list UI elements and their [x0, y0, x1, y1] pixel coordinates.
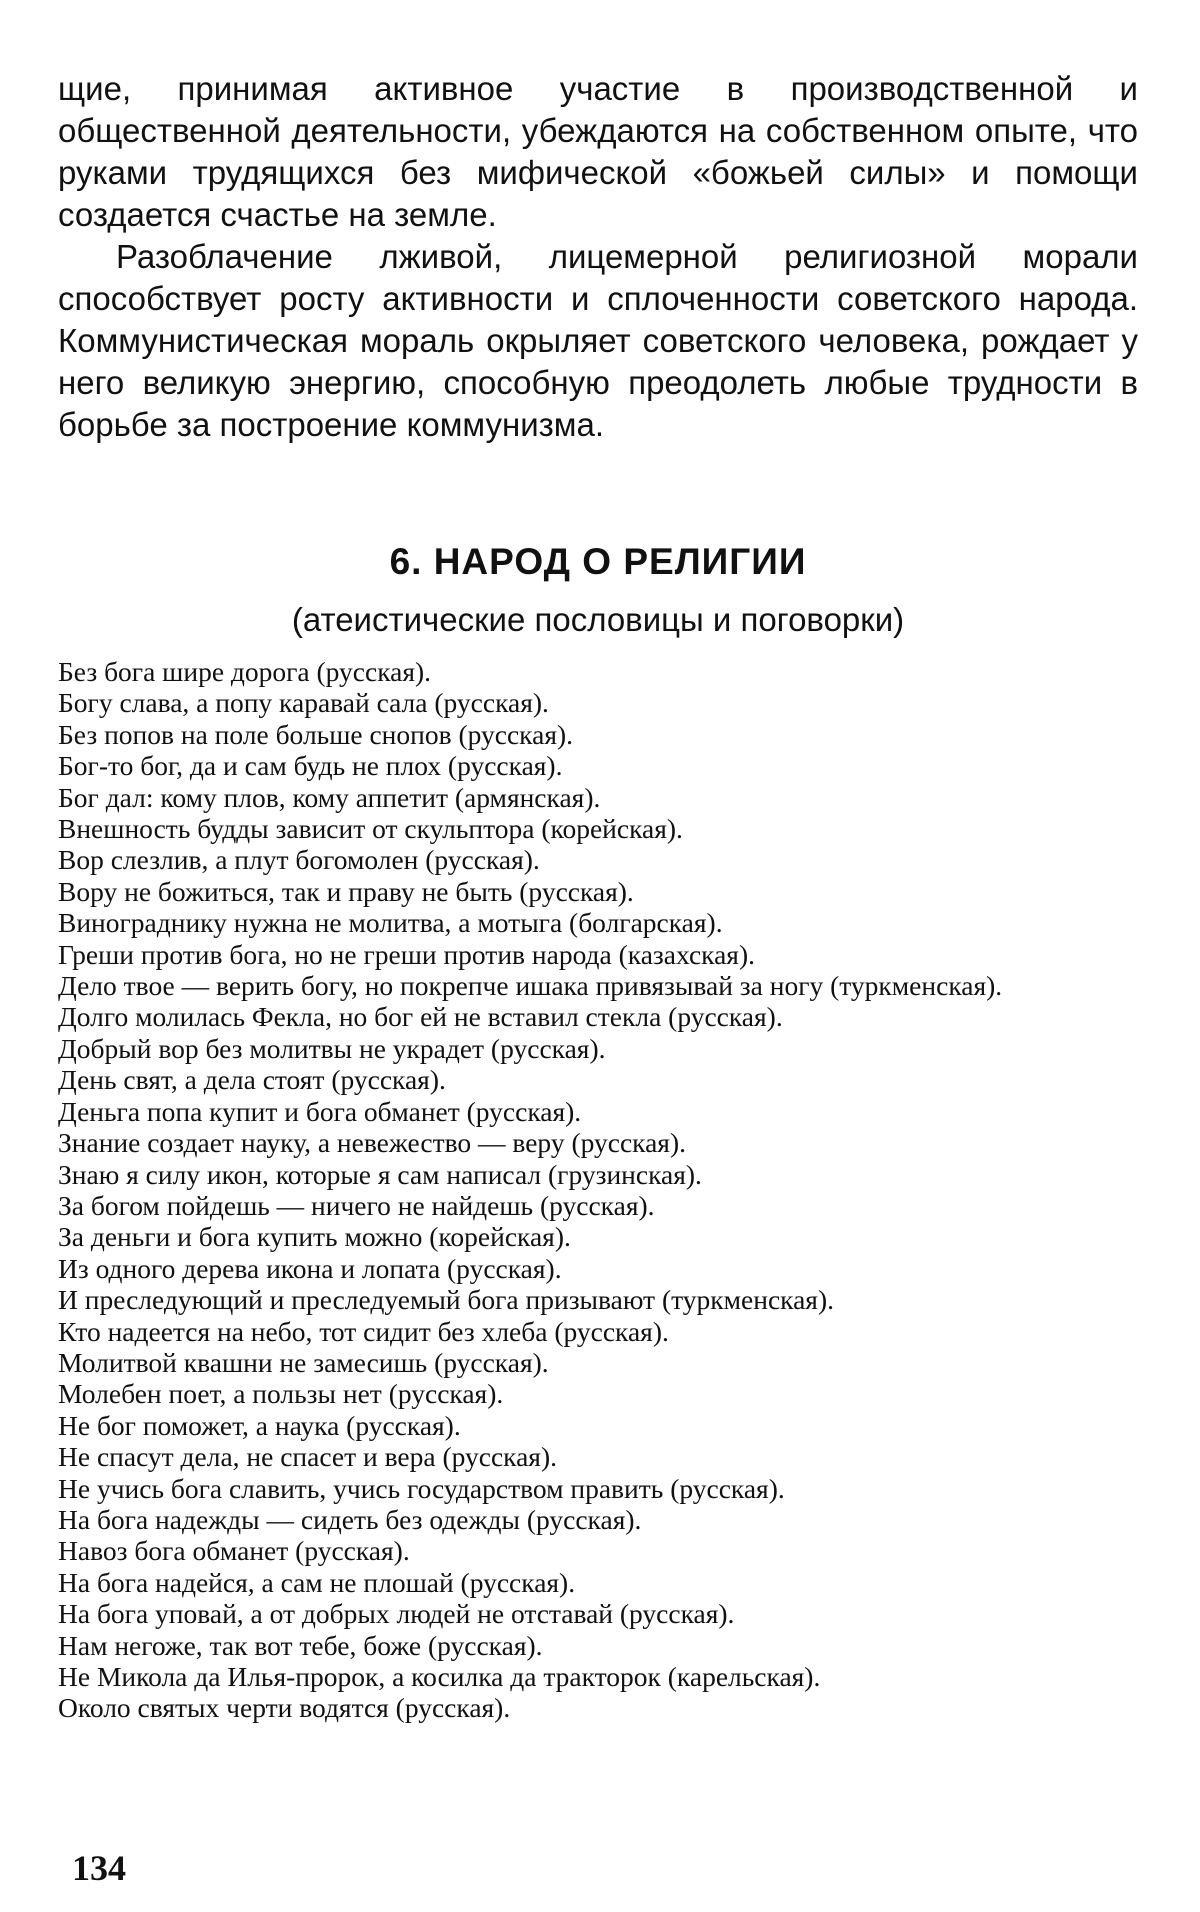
proverb-item: День свят, а дела стоят (русская). — [58, 1064, 446, 1096]
paragraph-communist-morality: Разоблачение лживой, лицемерной религиозной морали способствует росту активности и сплоченности советского народа. Коммунистическая мораль окрыляет советского человека, рождает у него великую энергию, способную преодолеть любые трудности в борьбе за построение коммунизма. — [58, 238, 1138, 443]
proverb-item: Винограднику нужна не молитва, а мотыга (болгарская). — [58, 907, 723, 939]
proverb-item: Молитвой квашни не замесишь (русская). — [58, 1346, 549, 1378]
proverb-item: Не учись бога славить, учись государством править (русская). — [58, 1472, 785, 1504]
proverb-item: Внешность будды зависит от скульптора (корейская). — [58, 813, 683, 845]
proverb-item: Знаю я силу икон, которые я сам написал (грузинская). — [58, 1158, 702, 1190]
proverb-item: Вору не божиться, так и праву не быть (русская). — [58, 875, 634, 907]
proverb-item: Знание создает науку, а невежество — веру (русская). — [58, 1127, 686, 1159]
book-page — [58, 68, 1138, 1724]
proverb-item: Кто надеется на небо, тот сидит без хлеба (русская). — [58, 1315, 669, 1347]
proverb-item: Деньга попа купит и бога обманет (русская). — [58, 1095, 582, 1127]
proverb-item: Около святых черти водятся (русская). — [58, 1692, 511, 1724]
section-subtitle: (атеистические пословицы и поговорки) — [291, 601, 905, 638]
proverb-list — [58, 656, 1138, 1724]
proverb-item: Не бог поможет, а наука (русская). — [58, 1409, 461, 1441]
page-number: 134 — [72, 1848, 126, 1888]
proverb-item: Без бога шире дорога (русская). — [58, 656, 432, 687]
proverb-item: Бог дал: кому плов, кому аппетит (армянская). — [58, 781, 601, 813]
proverb-item: Молебен поет, а пользы нет (русская). — [58, 1378, 504, 1410]
proverb-item: На бога надейся, а сам не плошай (русская). — [58, 1566, 576, 1598]
proverb-item: Дело твое — верить богу, но покрепче ишака привязывай за ногу (туркменская). — [58, 970, 1003, 1002]
proverb-item: Нам негоже, так вот тебе, боже (русская). — [58, 1629, 543, 1661]
proverb-item: Навоз бога обманет (русская). — [58, 1535, 410, 1567]
proverb-item: Не спасут дела, не спасет и вера (русская). — [58, 1441, 557, 1473]
proverb-item: Долго молилась Фекла, но бог ей не вставил стекла (русская). — [58, 1001, 783, 1033]
proverb-item: Богу слава, а попу каравай сала (русская). — [58, 687, 549, 719]
section-title: 6. НАРОД О РЕЛИГИИ — [389, 541, 807, 582]
proverb-item: За богом пойдешь — ничего не найдешь (русская). — [58, 1189, 655, 1221]
proverb-item: На бога уповай, а от добрых людей не отставай (русская). — [58, 1598, 735, 1630]
proverb-item: Бог-то бог, да и сам будь не плох (русская). — [58, 750, 563, 782]
proverb-item: Греши против бога, но не греши против народа (казахская). — [58, 938, 755, 970]
proverb-item: Не Микола да Илья-пророк, а косилка да тракторок (карельская). — [58, 1661, 821, 1692]
paragraph-continuation: щие, принимая активное участие в производственной и общественной деятельности, убеждаются на собственном опыте, что руками трудящихся без мифической «божьей силы» и помощи создается счастье на земле. — [58, 70, 1138, 233]
proverb-item: На бога надежды — сидеть без одежды (русская). — [58, 1503, 642, 1535]
proverb-item: Без попов на поле больше снопов (русская). — [58, 718, 574, 750]
proverb-item: Из одного дерева икона и лопата (русская). — [58, 1252, 562, 1284]
proverb-item: И преследующий и преследуемый бога призывают (туркменская). — [58, 1284, 834, 1316]
proverb-item: Вор слезлив, а плут богомолен (русская). — [58, 844, 540, 876]
proverb-item: Добрый вор без молитвы не украдет (русская). — [58, 1032, 606, 1064]
proverb-item: За деньги и бога купить можно (корейская). — [58, 1221, 571, 1253]
